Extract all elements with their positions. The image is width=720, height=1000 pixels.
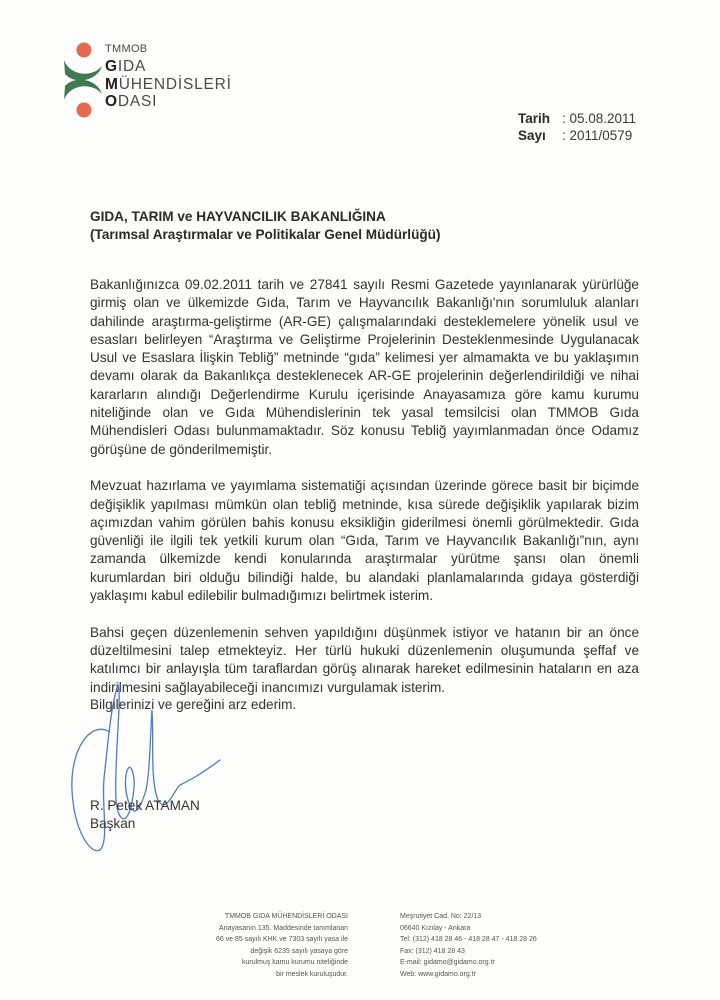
footer-phone: Tel: (312) 418 28 46 - 418 28 47 - 418 28 26 <box>400 934 537 944</box>
footer-contact-info <box>400 910 537 980</box>
footer-left-line: kurulmuş kamu kurumu niteliğinde <box>241 957 348 967</box>
organization-name <box>105 44 232 111</box>
footer-left-line: 66 ve 85 sayılı KHK ve 7303 sayılı yasa ile <box>215 934 348 944</box>
signatory-title: Başkan <box>90 816 136 831</box>
date-value: : 05.08.2011 <box>562 111 637 126</box>
signatory-name: R. Petek ATAMAN <box>90 798 200 813</box>
footer-left-line: bir meslek kuruluşudur. <box>276 968 348 978</box>
footer-left-line: TMMOB GIDA MÜHENDİSLERİ ODASI <box>224 911 348 920</box>
footer-left-line: Anayasanın 135. Maddesinde tanımlanan <box>219 922 348 932</box>
body-paragraph-3: Bahsi geçen düzenlemenin sehven yapıldığını düşünmek istiyor ve hatanın bir an önce düzeltilmesini talep etmekteyiz. Her türlü hukuki düzenlemenin oluşumunda şeffaf ve katılımcı bir anlayışla tüm taraflardan görüş alınarak hareket edilmesinin hataların en aza indirilmesini sağlayabileceği inancımızı vurgulamak isterim. <box>90 624 639 695</box>
recipient-line-1: GIDA, TARIM ve HAYVANCILIK BAKANLIĞINA <box>90 209 386 224</box>
footer-legal-info <box>193 910 348 980</box>
reference-label: Sayı <box>518 128 546 143</box>
body-paragraph-2: Mevzuat hazırlama ve yayımlama sistematiği açısından üzerinde görece basit bir biçimde değişiklik yapılması mümkün olan tebliğ metninde, kısa sürede değişiklik yapılarak bizim açımızdan vahim görülen bahis konusu eksikliğin giderilmesi önemli görülmektedir. Gıda güvenliği ile ilgili tek yetkili kurum olan “Gıda, Tarım ve Hayvancılık Bakanlığı”nın, aynı zamanda ülkemizde kendi konularında araştırmalar yürütme şansı olan önemli kurumlardan biri olduğu bilindiği halde, bu alandaki planlamalarında gıdaya gösterdiği yaklaşımı kabul edilebilir bulmadığımızı belirtmek isterim. <box>90 478 639 604</box>
logo-line-gida: GIDA <box>105 58 147 75</box>
closing-line: Bilgilerinizi ve gereğini arz ederim. <box>90 697 297 712</box>
footer-left-line: değişik 6235 sayılı yasaya göre <box>250 945 348 955</box>
footer-web: Web: www.gidamo.org.tr <box>400 968 476 978</box>
recipient-block <box>90 208 441 244</box>
footer-address: Meşrutiyet Cad. No: 22/13 <box>400 911 482 920</box>
letter-body <box>90 276 639 715</box>
footer-fax: Fax: (312) 418 28 43 <box>400 945 465 955</box>
signatory-block <box>90 797 200 833</box>
reference-row <box>518 127 636 144</box>
organization-logo <box>62 40 232 120</box>
logo-line-tmmob: TMMOB <box>105 43 148 55</box>
recipient-line-2: (Tarımsal Araştırmalar ve Politikalar Genel Müdürlüğü) <box>90 227 441 242</box>
letter-meta <box>518 110 636 144</box>
logo-line-odasi: ODASI <box>105 93 158 110</box>
date-label: Tarih <box>518 111 551 126</box>
footer-city: 06640 Kızılay - Ankara <box>400 922 471 932</box>
date-row <box>518 110 636 127</box>
logo-mark-icon <box>62 40 104 120</box>
logo-line-muhendisleri: MÜHENDİSLERİ <box>105 75 232 93</box>
body-paragraph-1: Bakanlığınızca 09.02.2011 tarih ve 27841 sayılı Resmi Gazetede yayınlanarak yürürlüğe girmiş olan ve ülkemizde Gıda, Tarım ve Hayvancılık Bakanlığı'nın sorumluluk alanları dahilinde araştırma-geliştirme (AR-GE) çalışmalarındaki desteklemelere yönelik usul ve esasları belirleyen “Araştırma ve Geliştirme Projelerinin Desteklenmesinde Uygulanacak Usul ve Esaslara İlişkin Tebliğ” metninde “gıda” kelimesi yer almamakta ve bu yaklaşımın devamı olarak da Bakanlıkça desteklenecek AR-GE projelerinin değerlendirildiği ve nihai kararların alındığı Değerlendirme Kurulu içerisinde Anayasamıza göre kamu kurumu niteliğinde olan ve Gıda Mühendislerinin tek yasal temsilcisi olan TMMOB Gıda Mühendisleri Odası bulunmamaktadır. Söz konusu Tebliğ yayımlanmadan önce Odamız görüşüne de gönderilmemiştir. <box>90 277 639 457</box>
reference-value: : 2011/0579 <box>562 128 633 143</box>
handwritten-signature-icon <box>70 680 270 860</box>
footer-email: E-mail: gidamo@gidamo.org.tr <box>400 957 495 967</box>
